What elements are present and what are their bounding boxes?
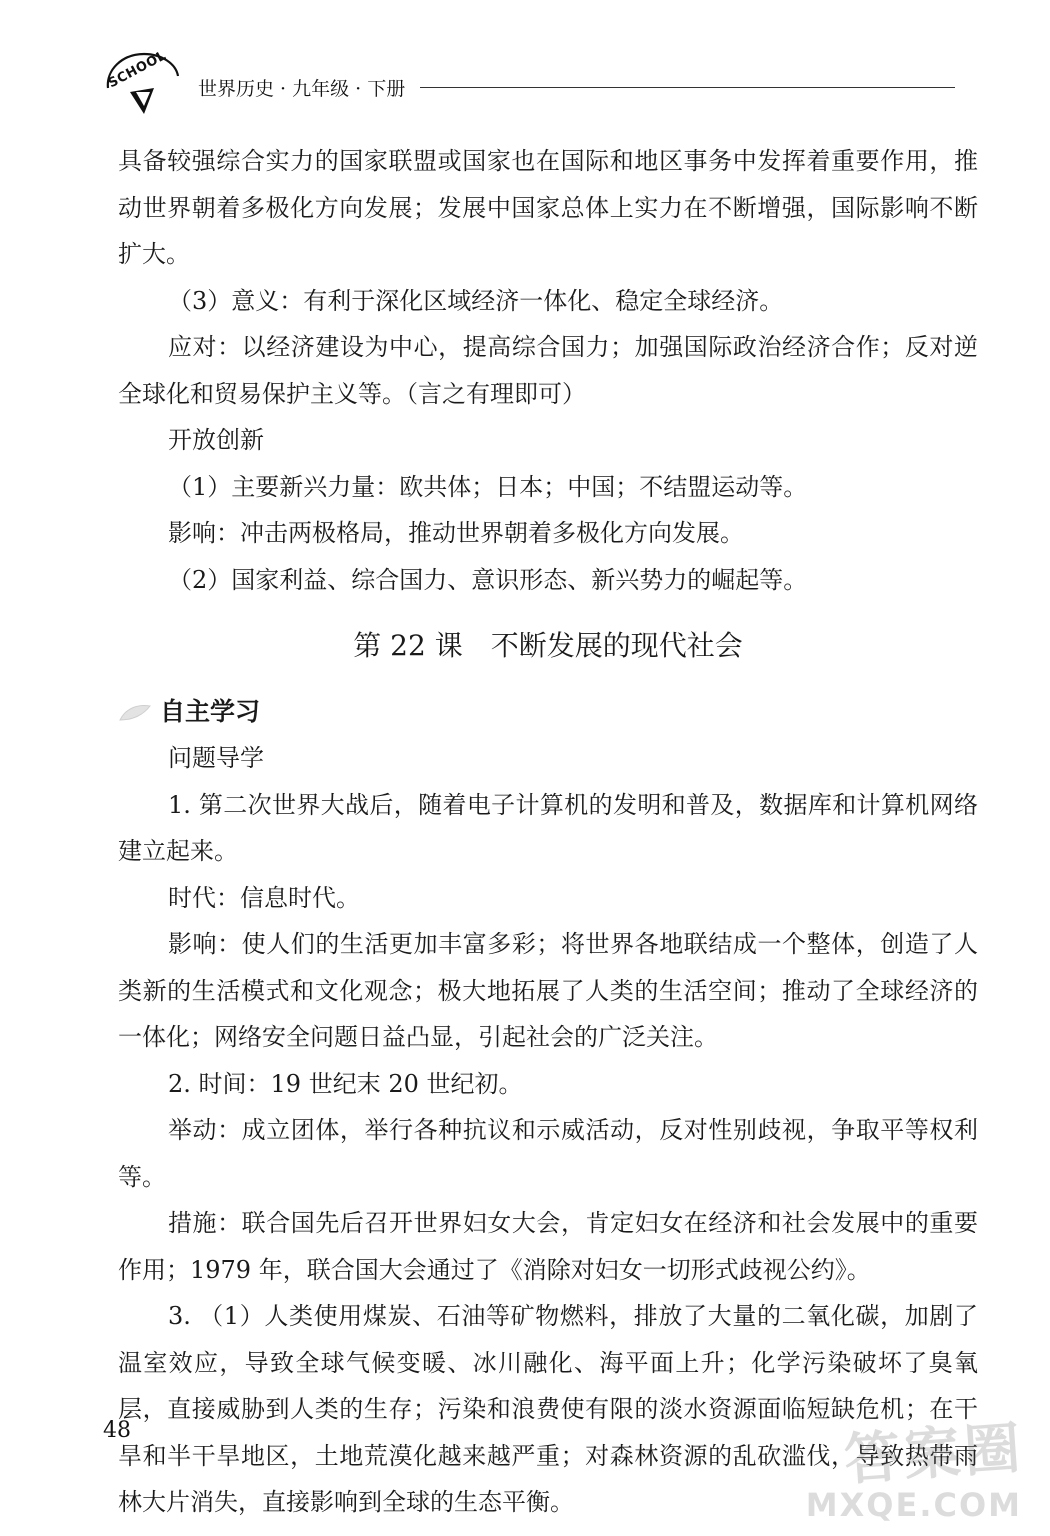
school-logo [100, 48, 182, 118]
header-rule [420, 87, 955, 88]
lesson-title: 第 22 课 不断发展的现代社会 [353, 629, 743, 662]
paragraph: 问题导学 [168, 744, 264, 772]
paragraph: 应对：以经济建设为中心，提高综合国力；加强国际政治经济合作；反对逆全球化和贸易保护主义等。（言之有理即可） [118, 333, 978, 408]
section-heading-text: 自主学习 [160, 697, 261, 726]
watermark-text: 答案圈 [842, 1415, 1027, 1494]
paragraph: 1. 第二次世界大战后，随着电子计算机的发明和普及，数据库和计算机网络建立起来。 [118, 790, 978, 865]
section-heading [118, 689, 978, 735]
watermark-url: MXQE.COM [805, 1486, 1022, 1524]
paragraph: 3. （1）人类使用煤炭、石油等矿物燃料，排放了大量的二氧化碳，加剧了温室效应，导致全球气候变暖、冰川融化、海平面上升；化学污染破坏了臭氧层，直接威胁到人类的生存；污染和浪费使有限的淡水资源面临短缺危机；在干旱和半干旱地区，土地荒漠化越来越严重；对森林资源的乱砍滥伐，导致热带雨林大片消失，直接影响到全球的生态平衡。 [118, 1302, 978, 1516]
paragraph: （2）国家利益、综合国力、意识形态、新兴势力的崛起等。 [168, 565, 808, 594]
logo-text: SCHOOL [106, 48, 169, 92]
paragraph: 开放创新 [168, 426, 264, 454]
paragraph: 举动：成立团体，举行各种抗议和示威活动，反对性别歧视，争取平等权利等。 [118, 1116, 978, 1191]
book-title: 世界历史 · 九年级 · 下册 [198, 78, 406, 100]
leaf-icon [118, 702, 152, 724]
paragraph: （1）主要新兴力量：欧共体；日本；中国；不结盟运动等。 [168, 472, 808, 501]
watermark [805, 1415, 1032, 1526]
page-header [100, 48, 970, 118]
paragraph: 措施：联合国先后召开世界妇女大会，肯定妇女在经济和社会发展中的重要作用；1979 年，联合国大会通过了《消除对妇女一切形式歧视公约》。 [118, 1209, 978, 1284]
paragraph: 影响：冲击两极格局，推动世界朝着多极化方向发展。 [168, 519, 744, 547]
page-content [118, 138, 978, 1526]
paragraph: 2. 时间：19 世纪末 20 世纪初。 [168, 1069, 523, 1098]
page-number: 48 [103, 1418, 131, 1443]
paragraph: （3）意义：有利于深化区域经济一体化、稳定全球经济。 [168, 286, 784, 315]
paragraph: 具备较强综合实力的国家联盟或国家也在国际和地区事务中发挥着重要作用，推动世界朝着多极化方向发展；发展中国家总体上实力在不断增强，国际影响不断扩大。 [118, 147, 978, 268]
paragraph: 时代：信息时代。 [168, 883, 360, 912]
paragraph: 影响：使人们的生活更加丰富多彩；将世界各地联结成一个整体，创造了人类新的生活模式和文化观念；极大地拓展了人类的生活空间；推动了全球经济的一体化；网络安全问题日益凸显，引起社会的广泛关注。 [118, 930, 978, 1051]
